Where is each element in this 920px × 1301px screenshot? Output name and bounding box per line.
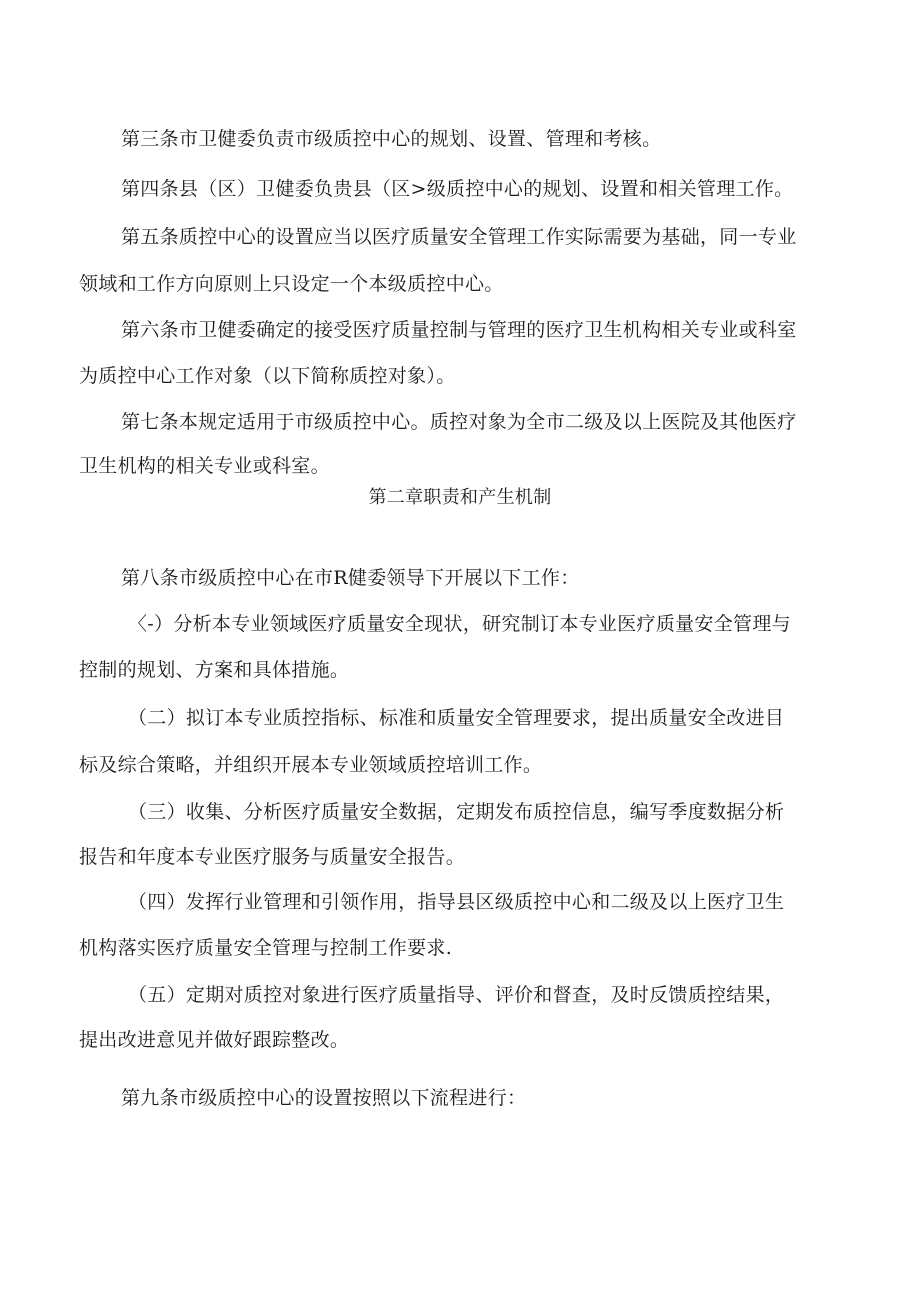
article-5-line-1: 第五条质控中心的设置应当以医疗质量安全管理工作实际需要为基础，同一专业 xyxy=(121,226,797,248)
item-1-line-1: 〈-）分析本专业领域医疗质量安全现状，研究制订本专业医疗质量安全管理与 xyxy=(128,613,791,635)
article-6-line-2: 为质控中心工作对象（以下简称质控对象）。 xyxy=(79,365,456,387)
article-9-line-1: 第九条市级质控中心的设置按照以下流程进行： xyxy=(121,1087,527,1109)
item-2-line-1: （二）拟订本专业质控指标、标准和质量安全管理要求，提出质量安全改进目 xyxy=(128,707,785,729)
item-3-line-2: 报告和年度本专业医疗服务与质量安全报告。 xyxy=(79,846,466,868)
article-5-line-2: 领域和工作方向原则上只设定一个本级质控中心。 xyxy=(79,273,504,295)
chapter-2-heading: 第二章职责和产生机制 xyxy=(368,487,552,508)
item-2-line-2: 标及综合策略，并组织开展本专业领域质控培训工作。 xyxy=(79,754,543,776)
item-3-line-1: （三）收集、分析医疗质量安全数据，定期发布质控信息，编写季度数据分析 xyxy=(128,801,785,823)
article-8-line-1: 第八条市级质控中心在市R健委领导下开展以下工作： xyxy=(121,567,580,589)
item-5-line-2: 提出改进意见并做好跟踪整改。 xyxy=(79,1029,350,1051)
article-7-line-1: 第七条本规定适用于市级质控中心。质控对象为全市二级及以上医院及其他医疗 xyxy=(121,411,797,433)
article-4-line-1: 第四条县（区）卫健委负贵县（区>级质控中心的规划、设置和相关管理工作。 xyxy=(121,178,794,200)
item-4-line-1: （四）发挥行业管理和引领作用，指导县区级质控中心和二级及以上医疗卫生 xyxy=(128,891,785,913)
item-1-line-2: 控制的规划、方案和具体措施。 xyxy=(79,659,350,681)
item-4-line-2: 机构落实医疗质量安全管理与控制工作要求. xyxy=(79,937,453,959)
article-3-line-1: 第三条市卫健委负责市级质控中心的规划、设置、管理和考核。 xyxy=(121,128,662,150)
article-6-line-1: 第六条市卫健委确定的接受医疗质量控制与管理的医疗卫生机构相关专业或科室 xyxy=(121,319,797,341)
item-5-line-1: （五）定期对质控对象进行医疗质量指导、评价和督查，及时反馈质控结果， xyxy=(128,984,785,1006)
article-7-line-2: 卫生机构的相关专业或科室。 xyxy=(79,455,330,477)
